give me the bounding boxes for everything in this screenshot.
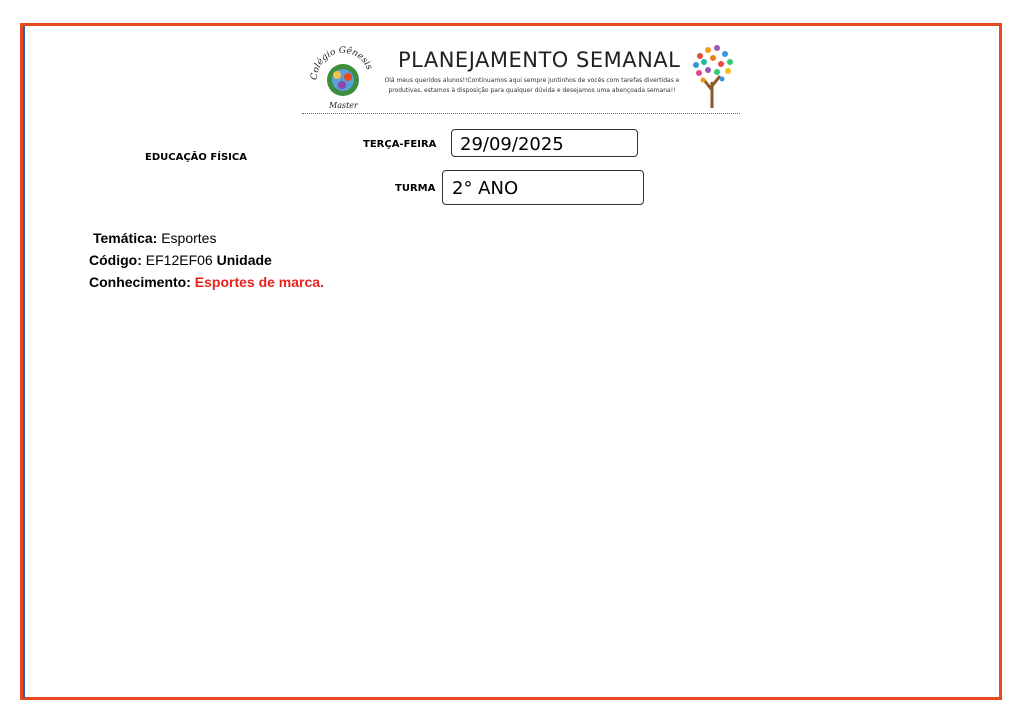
conhecimento-value: Esportes de marca.	[194, 274, 324, 290]
document-title: PLANEJAMENTO SEMANAL	[398, 48, 681, 72]
document-header	[302, 40, 740, 114]
date-field[interactable]: 29/09/2025	[451, 129, 638, 157]
welcome-message: Olá meus queridos alunos!!Continuamos aqui sempre juntinhos de vocês com tarefas divertidas e produtivas, estamos à disposição para qualquer dúvida e desejamos uma abençoada semana!!	[384, 77, 680, 94]
codigo-label: Código:	[89, 252, 142, 268]
page-frame	[20, 23, 1002, 700]
conhecimento-line	[89, 274, 324, 290]
colorful-tree-icon	[690, 42, 735, 110]
unidade-label: Unidade	[216, 252, 272, 268]
svg-text:Master: Master	[329, 101, 358, 110]
blue-margin-line	[23, 26, 25, 698]
tematica-label: Temática:	[93, 230, 158, 246]
turma-label: TURMA	[395, 183, 436, 194]
codigo-line	[89, 252, 272, 268]
weekday-label: TERÇA-FEIRA	[363, 139, 437, 150]
school-logo-icon	[307, 42, 377, 112]
tematica-value: Esportes	[161, 230, 217, 246]
subject-label: EDUCAÇÃO FÍSICA	[145, 152, 247, 163]
conhecimento-label: Conhecimento:	[89, 274, 191, 290]
turma-field[interactable]: 2° ANO	[442, 170, 644, 205]
svg-text:Colégio Gênesis: Colégio Gênesis	[309, 45, 374, 81]
tematica-line	[93, 230, 216, 246]
codigo-value: EF12EF06	[145, 252, 213, 268]
